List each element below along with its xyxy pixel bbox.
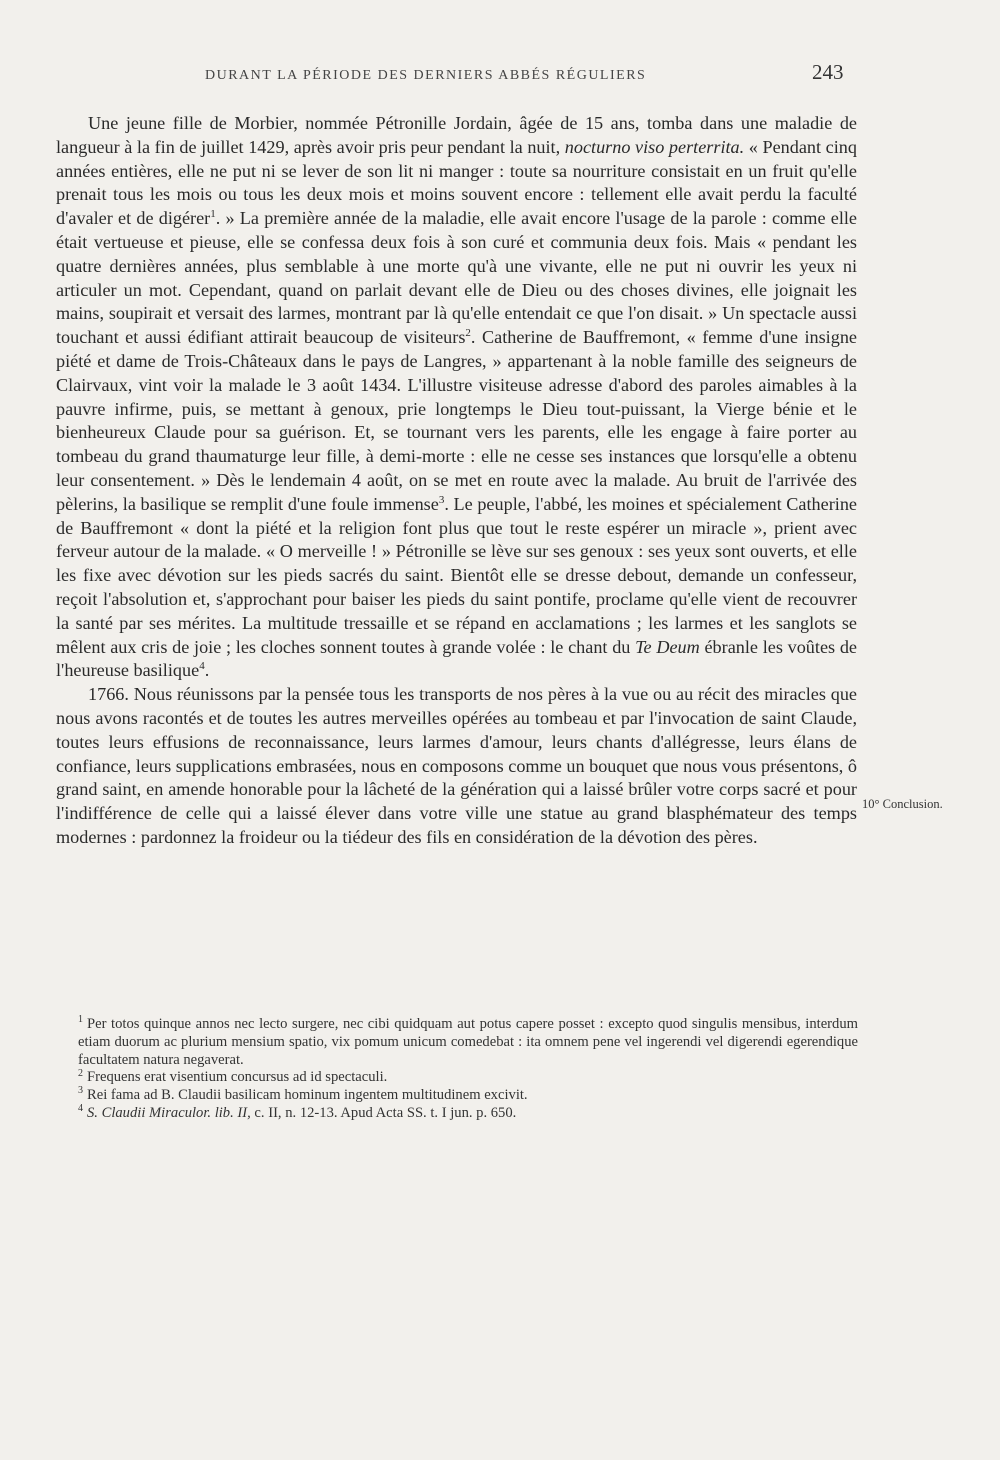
running-title: DURANT LA PÉRIODE DES DERNIERS ABBÉS RÉGULIERS: [205, 68, 647, 83]
footnote-number: 1: [78, 1014, 83, 1026]
paragraph-petronille: [56, 112, 857, 683]
footnote-text: Frequens erat visentium concursus ad id spectaculi.: [87, 1069, 388, 1086]
footnote-number: 3: [78, 1085, 83, 1097]
text-run: « Pendant cinq années entières, elle ne put ni se lever de son lit ni manger : toute sa nourriture consistait en un fruit qu'elle prenait tous les mois ou tous les deux mois et moins souvent encore : tellement elle avait perdu la faculté d'avaler et de digérer: [56, 136, 857, 229]
footnote-3: [78, 1087, 858, 1105]
text-run: Une jeune fille de Morbier, nommée Pétronille Jordain, âgée de 15 ans, tomba dans une maladie de langueur à la fin de juillet 1429, après avoir pris peur pendant la nuit,: [56, 113, 857, 157]
text-run: . Catherine de Bauffremont, « femme d'une insigne piété et dame de Trois-Châteaux dans le pays de Langres, » appartenant à la noble famille des seigneurs de Clairvaux, vint voir la malade le 3 août 1434. L'illustre visiteuse adresse d'abord des paroles aimables à la pauvre infirme, puis, se mettant à genoux, prie longtemps le Dieu tout-puissant, la Vierge bénie et le bienheureux Claude pour sa guérison. Et, se tournant vers les parents, elle les engage à faire porter au tombeau du grand thaumaturge leur fille, à demi-morte : elle ne cesse ses instances que lorsqu'elle a obtenu leur consentement. » Dès le lendemain 4 août, on se met en route avec la malade. Au bruit de l'arrivée des pèlerins, la basilique se remplit d'une foule immense: [56, 327, 857, 514]
footnote-ref-3[interactable]: 3: [438, 493, 445, 506]
footnote-ref-4[interactable]: 4: [199, 660, 205, 673]
main-text: [56, 112, 857, 850]
footnote-4: [78, 1105, 858, 1123]
footnote-number: 4: [78, 1103, 83, 1115]
latin-phrase: nocturno viso perterrita.: [564, 136, 745, 157]
footnote-2: [78, 1069, 858, 1087]
footnote-ref-1[interactable]: 1: [210, 208, 216, 221]
text-run: . Le peuple, l'abbé, les moines et spécialement Catherine de Bauffremont « dont la piété et la religion font plus que tout le reste espérer un miracle », prient avec ferveur autour de la malade. « O merveille ! » Pétronille se lève sur ses genoux : ses yeux sont ouverts, et elle les fixe avec dévotion sur les pieds sacrés du saint. Bientôt elle se dresse debout, demande un confesseur, reçoit l'absolution et, s'approchant pour baiser les pieds du saint pontife, proclame qu'elle vient de recouvrer la santé par ses mérites. La multitude tressaille et se répand en acclamations ; les larmes et les sanglots se mêlent aux cris de joie ; les cloches sonnent toutes à grande volée : le chant du: [56, 493, 857, 657]
footnote-text: c. II, n. 12-13. Apud Acta SS. t. I jun. p. 650.: [250, 1104, 517, 1121]
te-deum: Te Deum: [635, 636, 700, 657]
text-run: ébranle les voûtes de l'heureuse basilique: [56, 636, 857, 681]
footnote-number: 2: [78, 1067, 83, 1079]
footnote-source-title: S. Claudii Miraculor. lib. II,: [87, 1104, 251, 1121]
footnote-ref-2[interactable]: 2: [465, 327, 471, 340]
text-run: . » La première année de la maladie, elle avait encore l'usage de la parole : comme elle était vertueuse et pieuse, elle se confessa deux fois à son curé et communia deux fois. Mais « pendant les quatre dernières années, plus semblable à une morte qu'à une vivante, elle ne put ni ouvrir les yeux ni articuler un mot. Cependant, quand on parlait devant elle de Dieu ou des choses divines, elle joignait les mains, soupirait et versait des larmes, montrant par là qu'elle entendait ce que l'on disait. » Un spectacle aussi touchant et aussi édifiant attirait beaucoup de visiteurs: [56, 208, 857, 348]
paragraph-conclusion: 1766. Nous réunissons par la pensée tous les transports de nos pères à la vue ou au récit des miracles que nous avons racontés et de toutes les autres merveilles opérées au tombeau et par l'invocation de saint Claude, toutes leurs effusions de reconnaissance, leurs larmes d'amour, leurs chants d'allégresse, leurs élans de confiance, leurs supplications embrasées, nous en composons comme un bouquet que nous vous présentons, ô grand saint, en amende honorable pour la lâcheté de la génération qui a laissé brûler votre corps sacré et pour l'indifférence de celle qui a laissé élever dans votre ville une statue au grand blasphémateur des temps modernes : pardonnez la froideur ou la tiédeur des fils en considération de la dévotion des pères.: [56, 684, 857, 847]
footnotes: [78, 1016, 858, 1123]
footnote-1: [78, 1016, 858, 1069]
footnote-text: Per totos quinque annos nec lecto surgere, nec cibi quidquam aut potus capere posset : excepto quod singulis mensibus, interdum etiam duorum ac plurium mensium spatio, vix pomum unicum comedebat : ita omnem pene vel ingerendi vel digerendi egerendique facultatem natura negaverat.: [78, 1016, 858, 1068]
margin-note-conclusion: 10° Conclusion.: [862, 797, 943, 811]
page-number: 243: [812, 60, 844, 84]
footnote-text: Rei fama ad B. Claudii basilicam hominum ingentem multitudinem excivit.: [87, 1087, 528, 1104]
text-run: .: [204, 660, 210, 681]
